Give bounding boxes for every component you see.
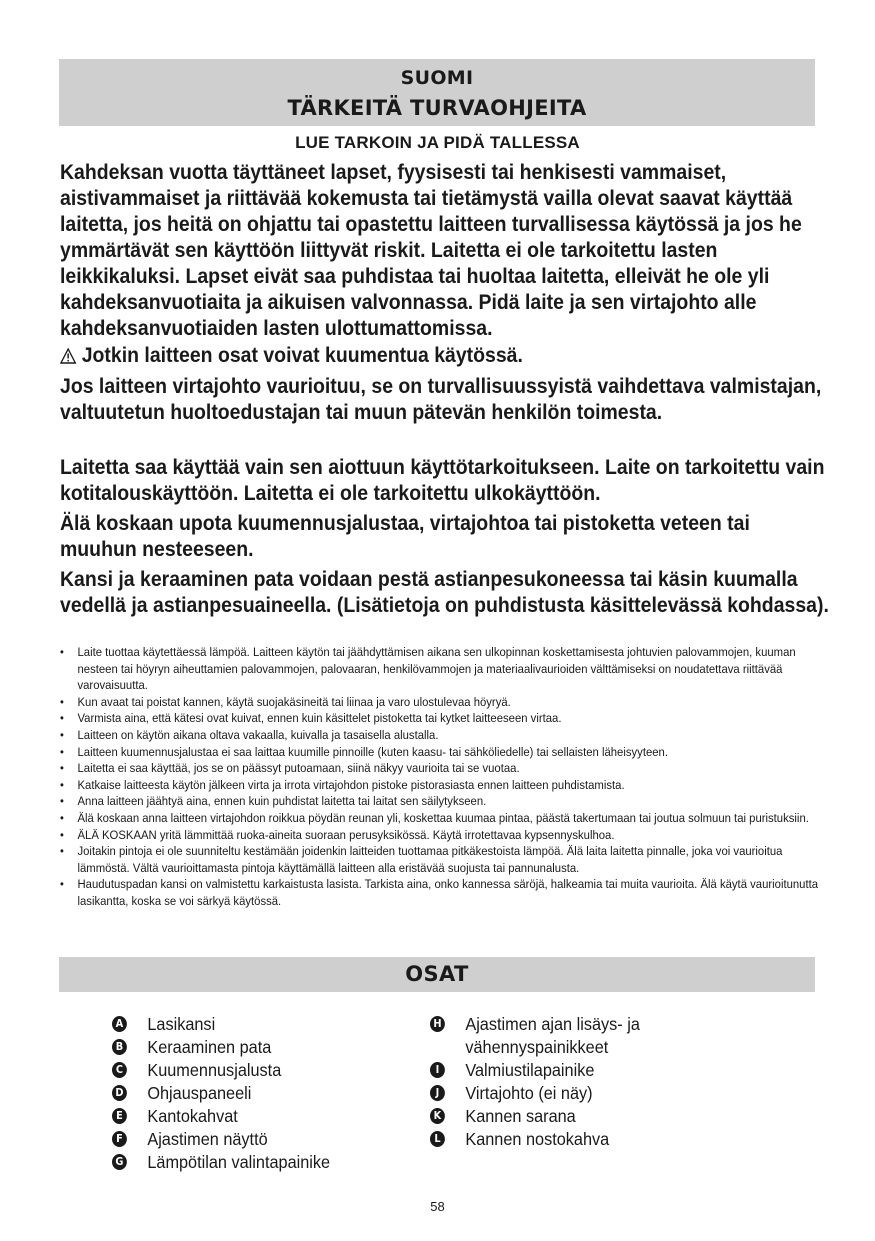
part-item: [112, 1013, 391, 1036]
warning-hot-parts-text: Jotkin laitteen osat voivat kuumentua käytössä.: [81, 343, 523, 367]
part-label: Ajastimen näyttö: [147, 1129, 268, 1149]
bullet-icon: •: [60, 777, 64, 792]
bullet-icon: •: [60, 827, 64, 842]
list-item: • Laitetta ei saa käyttää, jos se on päässyt putoamaan, siinä näkyy vaurioita tai se vuotaa.: [60, 761, 520, 776]
list-item: • Anna laitteen jäähtyä aina, ennen kuin puhdistat laitetta tai laitat sen säilytykseen.: [60, 794, 487, 809]
bullet-icon: •: [60, 711, 64, 726]
warning-intended-use: Laitetta saa käyttää vain sen aiottuun käyttötarkoitukseen. Laite on tarkoitettu vain kotitalouskäyttöön. Laitetta ei ole tarkoitettu ulkokäyttöön.: [60, 455, 825, 505]
bullet-icon: •: [60, 645, 64, 659]
part-label: Kannen nostokahva: [465, 1129, 610, 1149]
bullet-icon: •: [60, 744, 64, 759]
safety-bullet-list: [60, 644, 820, 910]
warning-triangle-icon: [60, 348, 76, 364]
part-item: [430, 1128, 658, 1151]
part-item: [430, 1082, 658, 1105]
bullet-icon: •: [60, 877, 64, 892]
part-item: [430, 1105, 658, 1128]
part-label: Kuumennusjalusta: [147, 1060, 282, 1080]
warning-children: Kahdeksan vuotta täyttäneet lapset, fyysisesti tai henkisesti vammaiset, aistivammaiset ja riittävää kokemusta tai tietämystä vailla olevat saavat käyttää laitetta, jos heitä on ohjattu tai opastettu laitteen turvallisessa käytössä ja jos he ymmärtävät sen käyttöön liittyvät riskit. Laitetta ei ole tarkoitettu lasten leikkikaluksi. Lapset eivät saa puhdistaa tai huoltaa laitetta, elleivät he ole yli kahdeksanvuotiaita ja aikuisen valvonnassa. Pidä laite ja sen virtajohto alle kahdeksanvuotiaiden lasten ulottumattomissa.: [60, 160, 802, 340]
warning-no-immersion: Älä koskaan upota kuumennusjalustaa, virtajohtoa tai pistoketta veteen tai muuhun nesteeseen.: [60, 511, 750, 561]
part-item: [112, 1059, 391, 1082]
part-label: Keraaminen pata: [147, 1037, 272, 1057]
part-label: Kannen sarana: [465, 1106, 576, 1126]
part-label: Lämpötilan valintapainike: [147, 1152, 331, 1172]
part-item: [112, 1128, 391, 1151]
list-item: • Haudutuspadan kansi on valmistettu karkaistusta lasista. Tarkista aina, onko kannessa säröjä, halkeamia tai muita vaurioita. Älä käytä vaurioitunutta lasikantta, koska se voi särkyä käytössä.: [60, 877, 819, 908]
language-heading: SUOMI: [400, 67, 474, 89]
bullet-icon: •: [60, 810, 64, 825]
part-label: Virtajohto (ei näy): [465, 1083, 593, 1103]
part-label: Valmiustilapainike: [465, 1060, 595, 1080]
part-item: [112, 1151, 391, 1174]
bullet-icon: •: [60, 761, 64, 776]
part-letter-badge: C: [112, 1062, 127, 1078]
part-label: Lasikansi: [147, 1014, 216, 1034]
list-item: • Joitakin pintoja ei ole suunniteltu kestämään joidenkin laitteiden tuottamaa pitkäkestoista lämpöä. Älä laita laitetta pinnalle, joka voi vaurioitua lämmöstä. Vältä vaurioittamasta pintoja käyttämällä laitteen alla eristävää suojusta tai pannunalusta.: [60, 844, 783, 875]
part-letter-badge: A: [112, 1016, 127, 1032]
part-letter-badge: G: [112, 1154, 127, 1170]
part-item: [112, 1036, 391, 1059]
part-item: [430, 1059, 658, 1082]
bullet-icon: •: [60, 694, 64, 709]
part-item: [112, 1082, 391, 1105]
warning-hot-parts: [60, 342, 829, 368]
part-letter-badge: F: [112, 1131, 127, 1147]
part-letter-badge: L: [430, 1131, 445, 1147]
bullet-icon: •: [60, 727, 64, 742]
part-letter-badge: H: [430, 1016, 445, 1032]
list-item: • Laitteen on käytön aikana oltava vakaalla, kuivalla ja tasaisella alustalla.: [60, 727, 439, 742]
list-item: • Katkaise laitteesta käytön jälkeen virta ja irrota virtajohdon pistoke pistorasiasta ennen laitteen puhdistamista.: [60, 777, 625, 792]
list-item: • Kun avaat tai poistat kannen, käytä suojakäsineitä tai liinaa ja varo ulostulevaa höyryä.: [60, 694, 511, 709]
part-label: Ajastimen ajan lisäys- ja vähennyspainikkeet: [465, 1014, 640, 1057]
page-number: 58: [430, 1199, 445, 1214]
part-letter-badge: I: [430, 1062, 445, 1078]
part-label: Kantokahvat: [147, 1106, 238, 1126]
bullet-icon: •: [60, 844, 64, 859]
parts-list-right: [430, 1013, 675, 1151]
part-item: [112, 1105, 391, 1128]
warning-power-cord: Jos laitteen virtajohto vaurioituu, se on turvallisuussyistä vaihdettava valmistajan, valtuutetun huoltoedustajan tai muun pätevän henkilön toimesta.: [60, 374, 822, 424]
list-item: • Älä koskaan anna laitteen virtajohdon roikkua pöydän reunan yli, koskettaa kuumaa pintaa, päästä takertumaan tai joutua solmuun tai puristuksiin.: [60, 810, 809, 825]
header-band: [59, 59, 815, 126]
part-letter-badge: J: [430, 1085, 445, 1101]
section-title: TÄRKEITÄ TURVAOHJEITA: [287, 96, 587, 120]
part-letter-badge: B: [112, 1039, 127, 1055]
parts-header-band: [59, 957, 815, 992]
list-item: • Laite tuottaa käytettäessä lämpöä. Laitteen käytön tai jäähdyttämisen aikana sen ulkopinnan koskettamisesta johtuvien palovammojen, kuuman nesteen tai höyryn aiheuttamien palovammojen, palovaaran, henkilövammojen ja materiaalivaurioiden välttämiseksi on noudatettava riittävää varovaisuutta.: [60, 645, 796, 693]
list-item: • ÄLÄ KOSKAAN yritä lämmittää ruoka-aineita suoraan perusyksikössä. Käytä irrotettavaa kypsennyskulhoa.: [60, 827, 615, 842]
subtitle: LUE TARKOIN JA PIDÄ TALLESSA: [295, 133, 580, 152]
parts-title: OSAT: [405, 962, 469, 986]
part-label: Ohjauspaneeli: [147, 1083, 252, 1103]
bullet-icon: •: [60, 794, 64, 809]
part-item: [430, 1013, 658, 1059]
parts-list-left: [112, 1013, 412, 1174]
list-item: • Varmista aina, että kätesi ovat kuivat, ennen kuin käsittelet pistoketta tai kytket laitteeseen virtaa.: [60, 711, 562, 726]
part-letter-badge: K: [430, 1108, 445, 1124]
list-item: • Laitteen kuumennusjalustaa ei saa laittaa kuumille pinnoille (kuten kaasu- tai sähköliedelle) tai sellaisten läheisyyteen.: [60, 744, 669, 759]
part-letter-badge: D: [112, 1085, 127, 1101]
warning-cleaning: Kansi ja keraaminen pata voidaan pestä astianpesukoneessa tai käsin kuumalla vedellä ja astianpesuaineella. (Lisätietoja on puhdistusta käsittelevässä kohdassa).: [60, 567, 829, 617]
part-letter-badge: E: [112, 1108, 127, 1124]
